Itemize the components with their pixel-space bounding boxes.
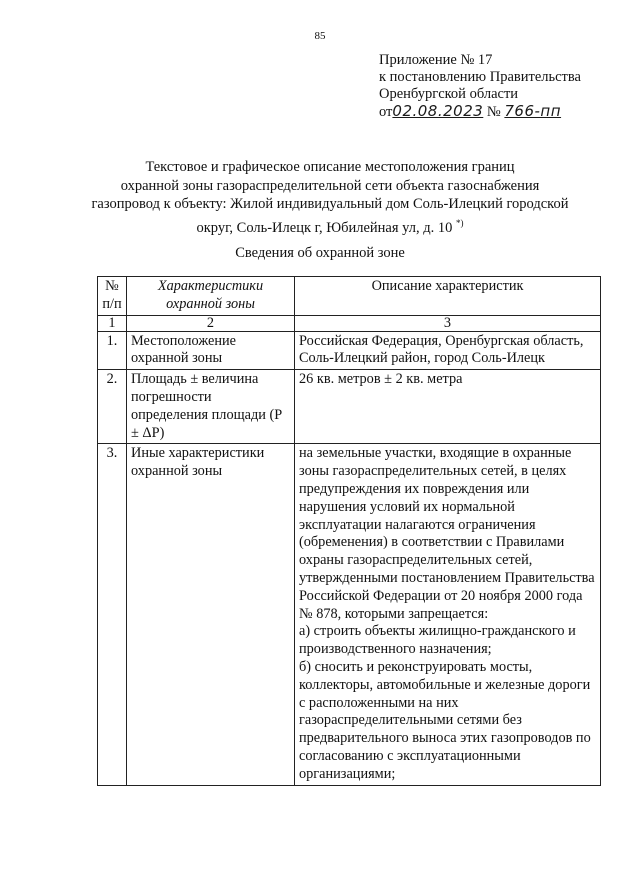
header-description: Описание характеристик: [295, 277, 601, 316]
table-row: [98, 370, 601, 444]
description-paragraph: а) строить объекты жилищно-гражданского и производственного назначения;: [299, 623, 576, 658]
index-cell: 1: [98, 315, 127, 331]
appendix-date-line: [379, 103, 581, 121]
row-characteristic: Местоположение охранной зоны: [127, 331, 295, 370]
handwritten-date: 02.08.2023: [392, 102, 484, 120]
row-number: 1.: [98, 331, 127, 370]
appendix-line3: Оренбургской области: [379, 86, 519, 102]
number-sign: №: [486, 104, 501, 120]
title-line-4-text: округ, Соль-Илецк г, Юбилейная ул, д. 10: [196, 219, 453, 236]
index-cell: 2: [127, 315, 295, 331]
table-index-row: [98, 315, 601, 331]
row-description: [295, 331, 601, 370]
description-paragraph: Российская Федерация, Оренбургская область, Соль-Илецкий район, город Соль-Илецк: [299, 332, 584, 367]
table-header-row: [98, 277, 601, 316]
description-paragraph: б) сносить и реконструировать мосты, коллекторы, автомобильные и железные дороги с расположенными на них газораспределительными сетями без предварительного выноса этих газопроводов по согласованию с эксплуатационными организациями;: [299, 658, 591, 782]
title-line-4: [70, 214, 590, 237]
appendix-title: Приложение № 17: [379, 52, 493, 68]
header-characteristic: Характеристики охранной зоны: [127, 277, 295, 316]
table-row: [98, 331, 601, 370]
appendix-line2: к постановлению Правительства: [379, 69, 581, 85]
header-num: № п/п: [98, 277, 127, 316]
footnote-mark: *): [456, 217, 464, 228]
row-number: 3.: [98, 444, 127, 785]
description-paragraph: на земельные участки, входящие в охранные зоны газораспределительных сетей, в целях предупреждения их повреждения или нарушения условий их нормальной эксплуатации налагаются ограничения (обременения) в соответствии с Правилами охраны газораспределительных сетей, утвержденными постановлением Правительства Российской Федерации от 20 ноября 2000 года № 878, которыми запрещается:: [299, 445, 595, 622]
document-title: [70, 158, 590, 237]
appendix-header: [379, 52, 581, 121]
row-characteristic: Площадь ± величина погрешности определения площади (P ± ΔP): [127, 370, 295, 444]
index-cell: 3: [295, 315, 601, 331]
row-description: [295, 444, 601, 785]
page-number: 85: [314, 30, 326, 42]
title-line-1: Текстовое и графическое описание местоположения границ: [145, 159, 515, 175]
title-line-3: газопровод к объекту: Жилой индивидуальный дом Соль-Илецкий городской: [91, 196, 569, 212]
zone-info-table: [97, 276, 601, 786]
table-row: [98, 444, 601, 785]
row-number: 2.: [98, 370, 127, 444]
description-paragraph: 26 кв. метров ± 2 кв. метра: [299, 371, 463, 388]
handwritten-number: 766-пп: [504, 102, 562, 120]
section-heading: Сведения об охранной зоне: [235, 245, 405, 261]
row-characteristic: Иные характеристики охранной зоны: [127, 444, 295, 785]
from-prefix: от: [379, 104, 393, 120]
title-line-2: охранной зоны газораспределительной сети объекта газоснабжения: [120, 177, 540, 194]
row-description: [295, 370, 601, 444]
